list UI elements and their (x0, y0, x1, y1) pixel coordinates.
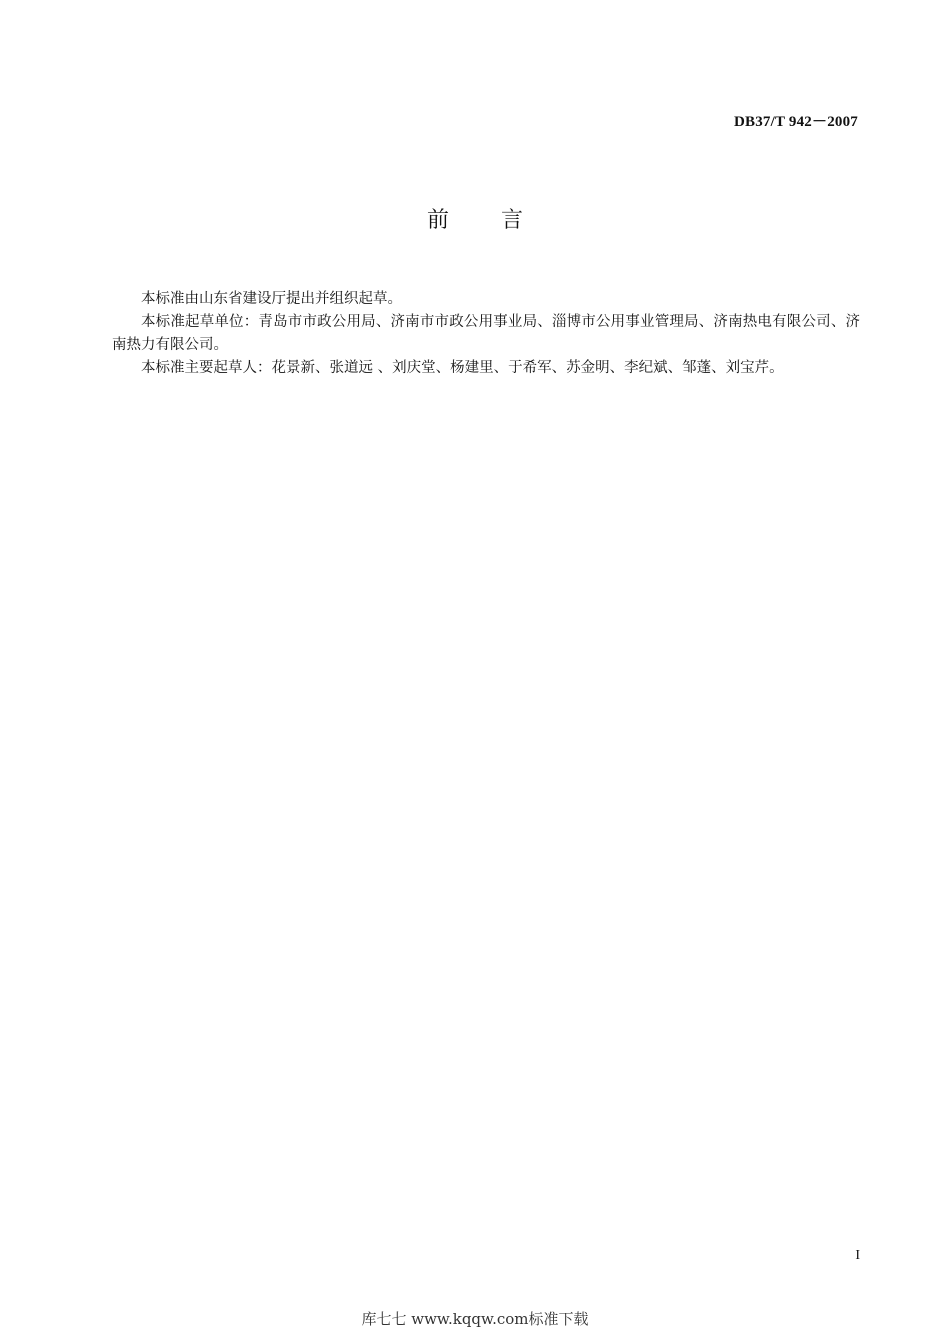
paragraph-proposer: 本标准由山东省建设厅提出并组织起草。 (141, 291, 402, 307)
page-title: 前言 (426, 208, 575, 233)
paragraph-drafting-units: 本标准起草单位：青岛市市政公用局、济南市市政公用事业局、淄博市公用事业管理局、济南热电有限公司、济南热力有限公司。 (112, 314, 860, 353)
body-text (112, 288, 860, 380)
paragraph-drafters: 本标准主要起草人：花景新、张道远 、刘庆堂、杨建里、于希军、苏金明、李纪斌、邹蓬、刘宝芹。 (141, 360, 784, 376)
page-number: I (855, 1248, 860, 1263)
footer-watermark: 库七七 www.kqqw.com标准下载 (361, 1310, 589, 1328)
document-code: DB37/T 942－2007 (734, 114, 858, 130)
